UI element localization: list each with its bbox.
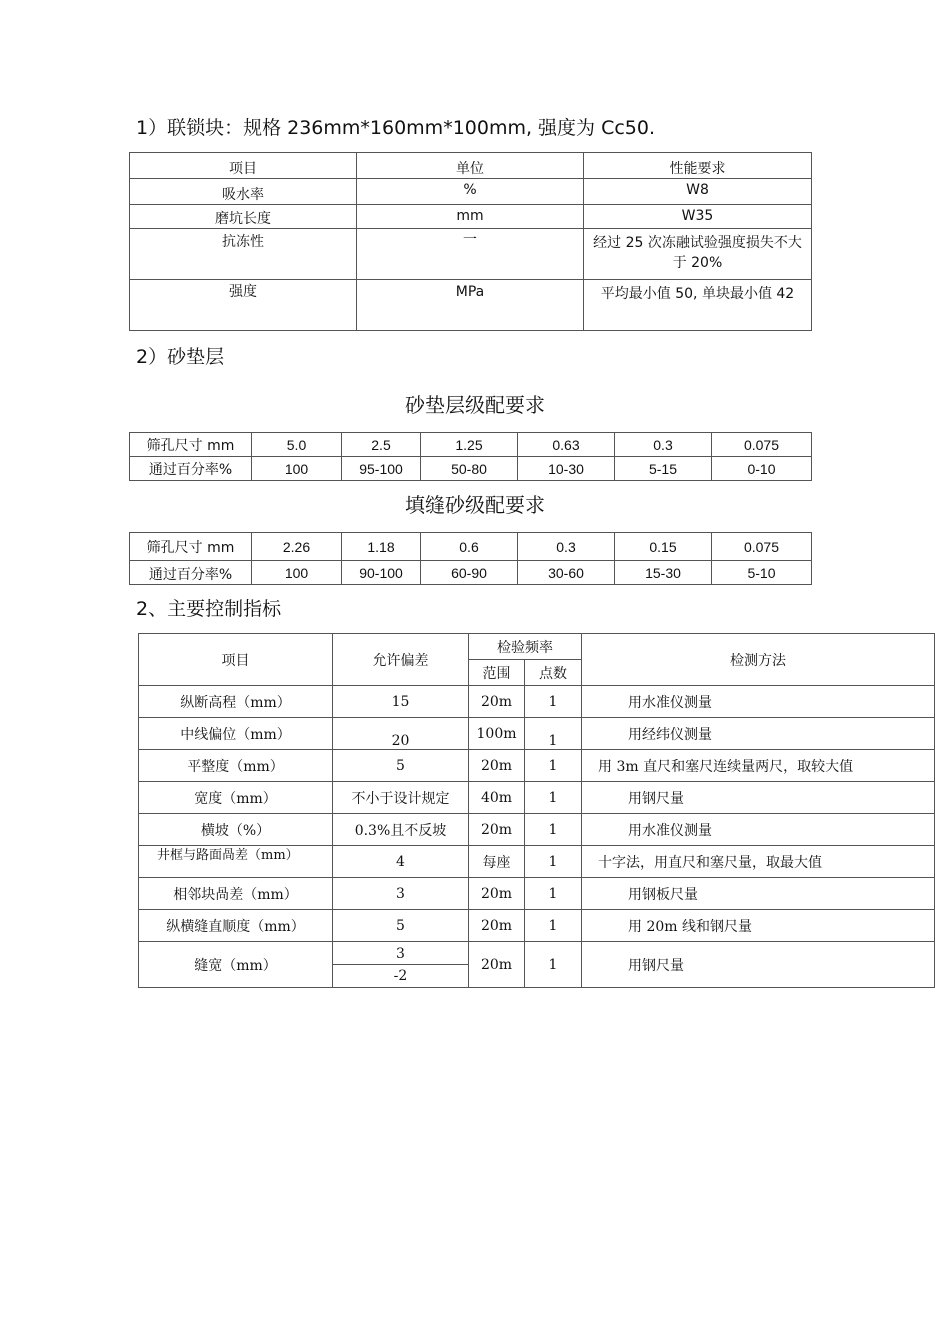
pass-percent-row (130, 457, 812, 481)
cell-value: 1.25 (421, 433, 518, 457)
cell-item: 相邻块咼差（mm） (139, 878, 333, 910)
cell-value: 0.6 (421, 533, 518, 561)
cell-value: 0.3 (518, 533, 615, 561)
table-row (139, 846, 935, 878)
cell-unit: MPa (357, 280, 584, 331)
table-row (130, 280, 812, 331)
fill-sand-title: 填缝砂级配要求 (405, 493, 545, 517)
cell-value: 1.18 (342, 533, 421, 561)
cell-points: 1 (525, 846, 582, 878)
cell-item: 横坡（%） (139, 814, 333, 846)
sand-gradation-title: 砂垫层级配要求 (405, 393, 545, 417)
cell-tolerance: 5 (333, 910, 469, 942)
cell-value: 95-100 (342, 457, 421, 481)
table-row (139, 814, 935, 846)
cell-label: 筛孔尺寸 mm (130, 433, 252, 457)
cell-tolerance: 15 (333, 686, 469, 718)
cell-value: 10-30 (518, 457, 615, 481)
cell-tolerance (333, 942, 469, 988)
cell-requirement: W8 (584, 179, 812, 205)
cell-value: 60-90 (421, 561, 518, 585)
cell-method: 十字法，用直尺和塞尺量，取最大值 (582, 846, 935, 878)
cell-tolerance: 3 (333, 878, 469, 910)
cell-tolerance: 20 (333, 718, 469, 750)
table-header-row (139, 634, 935, 660)
header-tolerance: 允许偏差 (333, 634, 469, 686)
table-row (139, 942, 935, 988)
cell-range: 40m (469, 782, 525, 814)
cell-value: 5-10 (712, 561, 812, 585)
cell-method: 用水准仪测量 (582, 814, 935, 846)
cell-item: 宽度（mm） (139, 782, 333, 814)
header-inspection-frequency: 检验频率 (469, 634, 582, 660)
cell-points: 1 (525, 878, 582, 910)
cell-value: 100 (252, 561, 342, 585)
cell-item: 抗冻性 (130, 229, 357, 280)
table-header-row (130, 153, 812, 179)
tolerance-upper: 3 (333, 942, 468, 965)
cell-value: 5-15 (615, 457, 712, 481)
cell-range: 每座 (469, 846, 525, 878)
cell-item: 强度 (130, 280, 357, 331)
cell-points: 1 (525, 942, 582, 988)
header-unit: 单位 (357, 153, 584, 179)
cell-method: 用经纬仪测量 (582, 718, 935, 750)
cell-range: 20m (469, 750, 525, 782)
cell-label: 筛孔尺寸 mm (130, 533, 252, 561)
header-requirement: 性能要求 (584, 153, 812, 179)
sand-gradation-table (129, 432, 812, 481)
cell-value: 0.15 (615, 533, 712, 561)
cell-value: 30-60 (518, 561, 615, 585)
cell-range: 20m (469, 814, 525, 846)
cell-requirement: 经过 25 次冻融试验强度损失不大于 20% (584, 229, 812, 280)
cell-method: 用水准仪测量 (582, 686, 935, 718)
cell-value: 100 (252, 457, 342, 481)
cell-range: 20m (469, 686, 525, 718)
cell-tolerance: 不小于设计规定 (333, 782, 469, 814)
tolerance-lower: -2 (393, 968, 408, 984)
cell-requirement: 平均最小值 50, 单块最小值 42 (584, 280, 812, 331)
cell-label: 通过百分率% (130, 457, 252, 481)
cell-method: 用 20m 线和钢尺量 (582, 910, 935, 942)
header-item: 项目 (130, 153, 357, 179)
header-item: 项目 (139, 634, 333, 686)
cell-item: 纵横缝直顺度（mm） (139, 910, 333, 942)
cell-value: 0-10 (712, 457, 812, 481)
table-row (139, 750, 935, 782)
cell-item: 缝宽（mm） (139, 942, 333, 988)
table-row (139, 686, 935, 718)
cell-value: 0.3 (615, 433, 712, 457)
table-row (130, 229, 812, 280)
cell-unit: 一 (357, 229, 584, 280)
cell-item: 吸水率 (130, 179, 357, 205)
cell-points: 1 (525, 750, 582, 782)
sieve-size-row (130, 533, 812, 561)
cell-range: 100m (469, 718, 525, 750)
table-row (139, 718, 935, 750)
section-2-heading: 2）砂垫层 (136, 346, 225, 368)
section-1-heading: 1）联锁块：规格 236mm*160mm*100mm, 强度为 Cc50. (136, 117, 656, 139)
cell-range: 20m (469, 878, 525, 910)
cell-unit: % (357, 179, 584, 205)
header-range: 范围 (469, 660, 525, 686)
table-row (139, 878, 935, 910)
cell-item: 平整度（mm） (139, 750, 333, 782)
pass-percent-row (130, 561, 812, 585)
cell-method: 用钢尺量 (582, 782, 935, 814)
table-row (130, 179, 812, 205)
header-method: 检测方法 (582, 634, 935, 686)
cell-method: 用 3m 直尺和塞尺连续量两尺，取较大值 (582, 750, 935, 782)
cell-points: 1 (525, 910, 582, 942)
cell-value: 5.0 (252, 433, 342, 457)
cell-item: 磨坑长度 (130, 205, 357, 229)
cell-method: 用钢尺量 (582, 942, 935, 988)
cell-tolerance: 5 (333, 750, 469, 782)
table-row (139, 910, 935, 942)
cell-label: 通过百分率% (130, 561, 252, 585)
cell-value: 15-30 (615, 561, 712, 585)
section-3-heading: 2、主要控制指标 (136, 598, 282, 620)
cell-unit: mm (357, 205, 584, 229)
cell-points: 1 (525, 718, 582, 750)
cell-item: 井框与路面咼差（mm） (139, 846, 333, 878)
cell-range: 20m (469, 942, 525, 988)
table-row (139, 782, 935, 814)
cell-value: 0.63 (518, 433, 615, 457)
cell-range: 20m (469, 910, 525, 942)
cell-tolerance: 4 (333, 846, 469, 878)
cell-item: 中线偏位（mm） (139, 718, 333, 750)
cell-tolerance: 0.3%且不反坡 (333, 814, 469, 846)
cell-item: 纵断高程（mm） (139, 686, 333, 718)
header-points: 点数 (525, 660, 582, 686)
cell-points: 1 (525, 782, 582, 814)
cell-value: 2.5 (342, 433, 421, 457)
interlock-block-spec-table (129, 152, 812, 331)
table-row (130, 205, 812, 229)
cell-points: 1 (525, 814, 582, 846)
sieve-size-row (130, 433, 812, 457)
control-indicator-table (138, 633, 935, 988)
cell-value: 0.075 (712, 533, 812, 561)
cell-points: 1 (525, 686, 582, 718)
fill-sand-gradation-table (129, 532, 812, 585)
cell-method: 用钢板尺量 (582, 878, 935, 910)
cell-requirement: W35 (584, 205, 812, 229)
cell-value: 90-100 (342, 561, 421, 585)
cell-value: 0.075 (712, 433, 812, 457)
cell-value: 50-80 (421, 457, 518, 481)
cell-value: 2.26 (252, 533, 342, 561)
